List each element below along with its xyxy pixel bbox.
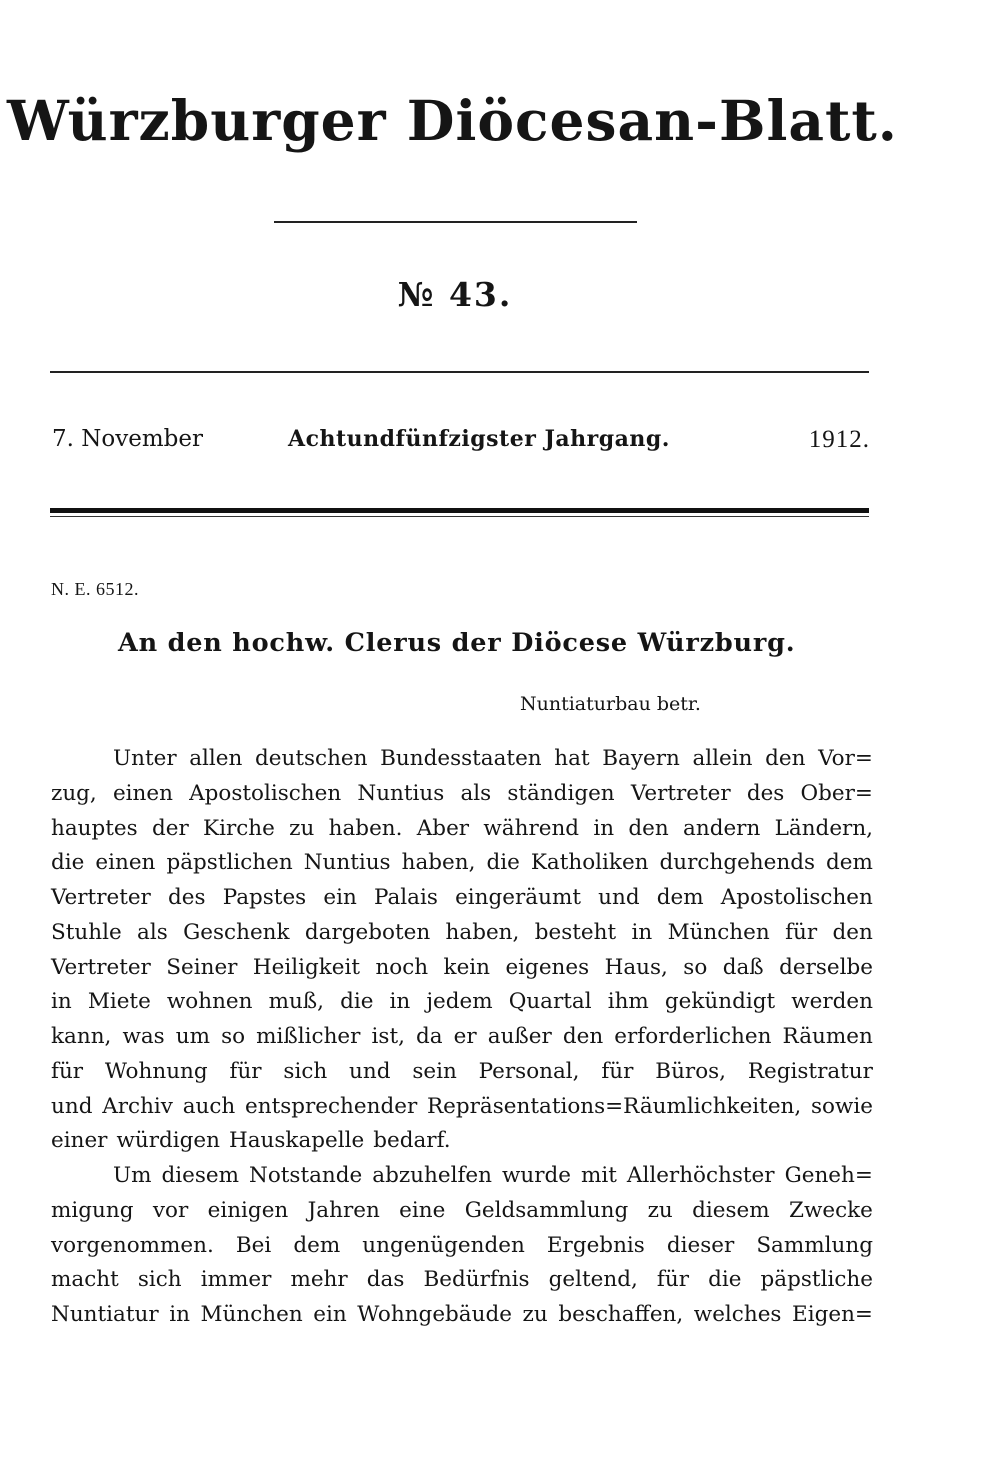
word: die [486, 850, 520, 876]
masthead-title: Würzburger Diöcesan-Blatt. [7, 88, 898, 153]
word: allein [692, 746, 753, 771]
body-line [51, 846, 873, 881]
word: migung [51, 1197, 134, 1223]
word: andern [683, 815, 761, 841]
word: Nuntiatur [51, 1302, 159, 1327]
word: kein [443, 954, 491, 980]
word: vorgenommen. [51, 1232, 214, 1258]
word: Notstande [249, 1163, 363, 1188]
masthead-divider [274, 221, 637, 223]
word: Nuntius [303, 850, 391, 876]
word: des [168, 885, 206, 910]
word: für [601, 1058, 634, 1084]
word: Vertreter [630, 780, 731, 806]
word: Palais [373, 885, 438, 910]
word: München [200, 1302, 303, 1327]
word: für [656, 1267, 690, 1293]
word: werden [791, 989, 873, 1015]
word: und [349, 1058, 391, 1084]
word: Apostolischen [720, 885, 873, 910]
word: die [708, 1267, 742, 1293]
word: macht [51, 1267, 119, 1293]
word: durchgehends [659, 850, 816, 876]
word: Geschenk [183, 919, 290, 945]
body-line [51, 1229, 873, 1264]
word: ständigen [507, 780, 615, 806]
body-line [51, 1090, 873, 1125]
word: Vor= [818, 746, 873, 771]
word: noch [375, 954, 429, 980]
word: Kirche [203, 815, 275, 841]
word: ein [313, 1302, 347, 1327]
word: zug, [51, 780, 97, 806]
word: um [175, 1024, 211, 1049]
word: ungenügenden [362, 1232, 525, 1258]
word: den [832, 919, 873, 945]
word: Unter [113, 746, 177, 771]
word: zu [289, 815, 315, 841]
body-line [51, 1194, 873, 1229]
word: für [51, 1058, 84, 1084]
word: als [460, 780, 492, 806]
word: kann, [51, 1024, 112, 1049]
word: eigenes [505, 954, 590, 980]
rule-thin [50, 516, 869, 517]
word: daß [722, 954, 764, 980]
word: würdigen [116, 1128, 220, 1154]
word: für [229, 1058, 262, 1084]
word: haben, [401, 850, 476, 876]
word: ist, [371, 1024, 405, 1049]
word: einen [112, 780, 173, 806]
word: München [667, 919, 770, 945]
word: päpstlichen [166, 850, 293, 876]
word: für [785, 919, 818, 945]
word: sich [137, 1267, 182, 1293]
word: Katholiken [530, 850, 649, 876]
word: Bundesstaaten [380, 746, 542, 771]
body-line [51, 951, 873, 986]
reference-number: N. E. 6512. [51, 579, 139, 599]
word: vor [152, 1197, 189, 1223]
body-line [51, 881, 873, 916]
volume-year: Achtundfünfzigster Jahrgang. [288, 426, 670, 452]
word: einen [95, 850, 156, 876]
word: bedarf. [373, 1128, 451, 1154]
word: eine [399, 1197, 446, 1223]
issue-date: 7. November [52, 426, 203, 452]
word: Jahren [307, 1197, 380, 1223]
word: als [137, 919, 168, 945]
word: Hauskapelle [228, 1128, 365, 1154]
rule-thick [50, 508, 869, 513]
word: Bayern [602, 746, 680, 771]
word: Stuhle [51, 919, 122, 945]
word: Repräsentations=Räumlichkeiten, [426, 1093, 802, 1119]
word: Bei [235, 1232, 272, 1258]
word: Räumen [782, 1024, 873, 1049]
word: den [765, 746, 806, 771]
word: Miete [87, 989, 151, 1015]
word: hat [554, 746, 590, 771]
dateline-top-rule [50, 371, 869, 373]
word: deutschen [255, 746, 368, 771]
word: er [453, 1024, 477, 1049]
word: Haus, [604, 954, 668, 980]
word: welches [693, 1302, 782, 1327]
word: diesem [161, 1163, 240, 1188]
word: in [389, 989, 411, 1015]
word: beschaffen, [558, 1302, 684, 1327]
word: ihm [607, 989, 649, 1015]
body-line [51, 1124, 873, 1159]
word: der [151, 815, 189, 841]
word: Geneh= [784, 1163, 873, 1188]
word: Allerhöchster [626, 1163, 775, 1188]
word: sich [283, 1058, 328, 1084]
word: Wohngebäude [357, 1302, 512, 1327]
word: in [51, 989, 72, 1015]
word: wohnen [166, 989, 253, 1015]
word: Ergebnis [546, 1232, 645, 1258]
word: Apostolischen [189, 780, 342, 806]
word: mißlicher [256, 1024, 361, 1049]
word: Personal, [478, 1058, 580, 1084]
word: da [416, 1024, 443, 1049]
word: jedem [426, 989, 493, 1015]
word: diesem [692, 1197, 770, 1223]
body-line [51, 916, 873, 951]
word: gekündigt [664, 989, 776, 1015]
word: Geldsammlung [464, 1197, 629, 1223]
word: dieser [666, 1232, 735, 1258]
word: Vertreter [51, 885, 151, 910]
word: während [483, 815, 580, 841]
word: des [746, 780, 785, 806]
word: Registratur [747, 1058, 873, 1084]
word: Büros, [655, 1058, 727, 1084]
word: Bedürfnis [423, 1267, 530, 1293]
word: Vertreter [51, 954, 151, 980]
word: einigen [207, 1197, 289, 1223]
word: Archiv [102, 1093, 173, 1119]
word: dem [293, 1232, 341, 1258]
word: zu [647, 1197, 673, 1223]
word: allen [189, 746, 243, 771]
word: päpstliche [760, 1267, 873, 1293]
body-line [51, 1298, 873, 1333]
article-body [51, 742, 873, 1333]
word: den [562, 1024, 604, 1049]
word: mit [581, 1163, 617, 1188]
word: in [593, 815, 615, 841]
word: immer [200, 1267, 272, 1293]
word: eingeräumt [455, 885, 581, 910]
word: entsprechender [245, 1093, 418, 1119]
word: und [598, 885, 640, 910]
word: mehr [290, 1267, 348, 1293]
word: erforderlichen [614, 1024, 772, 1049]
word: derselbe [779, 954, 873, 980]
body-line [51, 1020, 873, 1055]
word: Wohnung [104, 1058, 208, 1084]
body-line [51, 812, 873, 847]
word: besteht [534, 919, 617, 945]
word: dem [826, 850, 873, 876]
dateline [52, 424, 870, 464]
body-line [51, 742, 873, 777]
word: sowie [810, 1093, 873, 1119]
dateline-bottom-rule [50, 508, 869, 518]
body-line [51, 985, 873, 1020]
word: hauptes [51, 815, 138, 841]
word: wurde [502, 1163, 572, 1188]
word: in [631, 919, 653, 945]
word: zu [522, 1302, 548, 1327]
word: und [51, 1093, 93, 1119]
body-line [51, 1159, 873, 1194]
body-line [51, 1055, 873, 1090]
word: geltend, [548, 1267, 638, 1293]
publication-year: 1912. [808, 426, 870, 453]
word: die [51, 850, 85, 876]
word: Eigen= [792, 1302, 873, 1327]
word: ein [323, 885, 357, 910]
word: Nuntius [357, 780, 445, 806]
word: so [683, 954, 708, 980]
issue-number: № 43. [397, 275, 513, 314]
body-line [51, 1263, 873, 1298]
word: so [221, 1024, 246, 1049]
word: außer [487, 1024, 552, 1049]
word: haben. [328, 815, 403, 841]
word: Zwecke [789, 1197, 873, 1223]
word: dargeboten [304, 919, 431, 945]
word: in [169, 1302, 190, 1327]
word: Aber [416, 815, 470, 841]
word: Papstes [222, 885, 307, 910]
word: Um [113, 1163, 152, 1188]
article-subject: Nuntiaturbau betr. [520, 693, 701, 715]
word: muß, [268, 989, 325, 1015]
word: das [366, 1267, 405, 1293]
word: auch [182, 1093, 236, 1119]
word: was [122, 1024, 165, 1049]
word: Heiligkeit [252, 954, 361, 980]
word: den [628, 815, 669, 841]
word: dem [656, 885, 704, 910]
word: Sammlung [756, 1232, 873, 1258]
word: die [340, 989, 374, 1015]
article-heading: An den hochw. Clerus der Diöcese Würzburg. [118, 628, 796, 658]
word: Ländern, [774, 815, 873, 841]
word: einer [51, 1128, 108, 1154]
word: Quartal [508, 989, 592, 1015]
word: haben, [445, 919, 520, 945]
word: Ober= [800, 780, 873, 806]
word: Seiner [166, 954, 238, 980]
word: abzuhelfen [372, 1163, 492, 1188]
word: sein [412, 1058, 457, 1084]
body-line [51, 777, 873, 812]
